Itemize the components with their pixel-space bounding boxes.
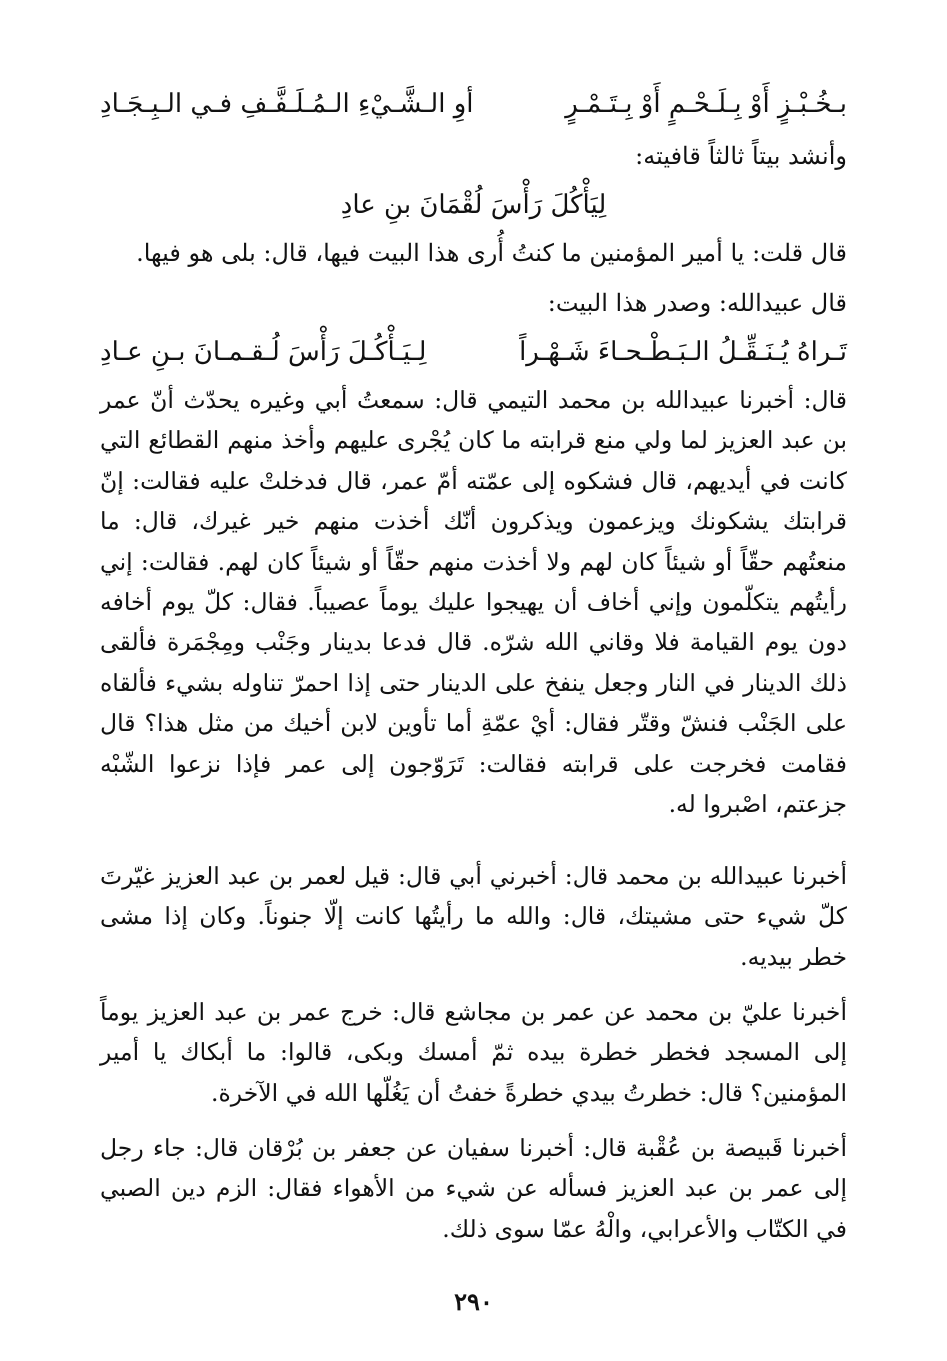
verse-1-first-hemistich: بـخُـبْـزٍ أَوْ بِـلَـحْـمٍ أَوْ بِـتَـمْـرٍ: [565, 89, 847, 119]
page-number: ٢٩٠: [454, 1287, 493, 1316]
question-line: قال قلت: يا أمير المؤمنين ما كنتُ أُرى هذا البيت فيها، قال: بلى هو فيها.: [136, 239, 847, 267]
intro-line: وأنشد بيتاً ثالثاً قافيته:: [635, 142, 847, 170]
verse-2-first-hemistich: تَـراهُ يُـنَـقِّـلُ الـبَـطْـحـاءَ شَـهْـراً: [519, 337, 847, 367]
poem-verse-2: [100, 330, 847, 374]
paragraph-3-block: [100, 992, 847, 1113]
abdullah-line: قال عبيدالله: وصدر هذا البيت:: [547, 289, 847, 317]
paragraph-3: أخبرنا عليّ بن محمد عن عمر بن مجاشع قال: خرج عمر بن عبد العزيز يوماً إلى المسجد فخطر خطرة بيده ثمّ أمسك وبكى، قالوا: ما أبكاك يا أمير المؤمنين؟ قال: خطرتُ بيدي خطرةً خفتُ أن يَغُلّها الله في الآخرة.: [100, 998, 847, 1107]
paragraph-2-block: [100, 856, 847, 977]
poem-verse-1: [100, 82, 847, 126]
paragraph-1: قال: أخبرنا عبيدالله بن محمد التيمي قال: سمعتُ أبي وغيره يحدّث أنّ عمر بن عبد العزيز لما ولي منع قرابته ما كان يُجْرى عليهم وأخذ منهم القطائع التي كانت في أيديهم، قال فشكوه إلى عمّته أمّ عمر، قال فدخلتْ عليه فقالت: إنّ قرابتك يشكونك ويزعمون ويذكرون أنّك أخذت منهم خير غيرك، قال: ما منعتُهم حقّاً أو شيئاً كان لهم ولا أخذت منهم حقّاً أو شيئاً كان لهم. فقالت: إني رأيتُهم يتكلّمون وإني أخاف أن يهيجوا عليك يوماً عصيباً. فقال: كلّ يوم أخافه دون يوم القيامة فلا وقاني الله شرّه. قال فدعا بدينار وجَنْب ومِجْمَرة فألقى ذلك الدينار في النار وجعل ينفخ على الدينار حتى إذا احمرّ تناوله بشيء فألقاه على الجَنْب فنشّ وقتّر فقال: أيْ عمّةِ أما تأوين لابن أخيك من مثل هذا؟ قال فقامت فخرجت على قرابته فقالت: تَرَوّجون إلى عمر فإذا نزعوا الشّبْه جزعتم، اصْبروا له.: [100, 386, 847, 819]
paragraph-2: أخبرنا عبيدالله بن محمد قال: أخبرني أبي قال: قيل لعمر بن عبد العزيز غيّرتَ كلّ شيء حتى مشيتك، قال: والله ما رأيتُها كانت إلّا جنوناً. وكان إذا مشى خطر بيديه.: [100, 862, 847, 971]
paragraph-4: أخبرنا قَبيصة بن عُقْبة قال: أخبرنا سفيان عن جعفر بن بُرْقان قال: جاء رجل إلى عمر بن عبد العزيز فسأله عن شيء من الأهواء فقال: الزم دين الصبي في الكتّاب والأعرابي، والْهُ عمّا سوى ذلك.: [100, 1134, 847, 1243]
verse-2-second-hemistich: لِـيَـأْكُـلَ رَأْسَ لُـقـمـانَ بـنِ عـادِ: [100, 337, 427, 367]
verse-1-second-hemistich: أوِ الـشَّـيْءِ الـمُـلَـفَّـفِ فـي الـبِـجَـادِ: [100, 89, 474, 119]
paragraph-1-block: [100, 380, 847, 824]
half-verse: لِيَأْكُلَ رَأْسَ لُقْمَانَ بنِ عادِ: [340, 190, 607, 220]
paragraph-4-block: [100, 1128, 847, 1249]
